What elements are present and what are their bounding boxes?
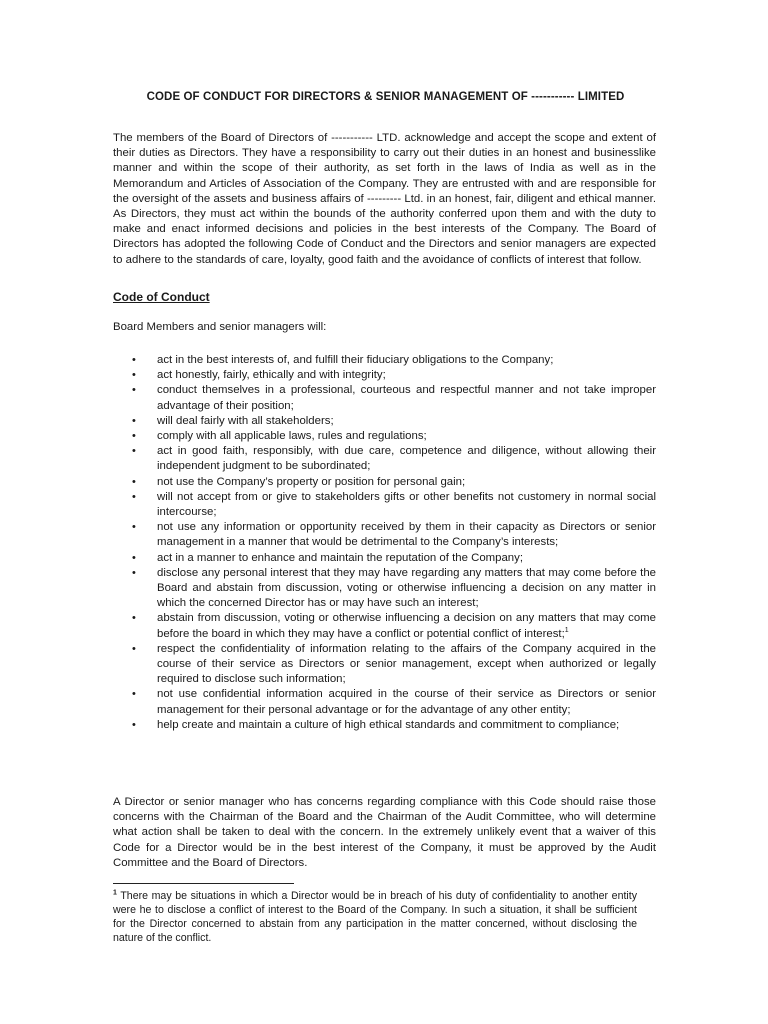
list-item (113, 490, 656, 520)
list-lead-in: Board Members and senior managers will: (113, 321, 327, 333)
list-item (113, 718, 656, 733)
list-item (113, 566, 656, 612)
footnote-divider (113, 883, 294, 884)
list-item (113, 414, 656, 429)
list-item-text: act in good faith, responsibly, with due care, competence and diligence, without allowing their independent judgment to be subordinated; (157, 445, 656, 473)
list-item (113, 429, 656, 444)
closing-paragraph: A Director or senior manager who has concerns regarding compliance with this Code should raise those concerns with the Chairman of the Board and the Chairman of the Audit Committee, who will determine what action shall be taken to deal with the concern. In the extremely unlikely event that a waiver of this Code for a Director would be in the best interest of the Company, it must be approved by the Audit Committee and the Board of Directors. (113, 796, 656, 869)
bullet-icon: • (132, 490, 136, 503)
footnote-text: There may be situations in which a Director would be in breach of his duty of confidentiality to another entity were he to disclose a conflict of interest to the Board of the Company. In such a situation, it shall be sufficient for the Director concerned to abstain from any participation in the matter concerned, without disclosing the nature of the conflict. (113, 890, 637, 944)
bullet-icon: • (132, 521, 136, 534)
list-item-text: comply with all applicable laws, rules and regulations; (157, 430, 427, 443)
bullet-icon: • (132, 718, 136, 731)
bullet-icon: • (132, 445, 136, 458)
list-item (113, 444, 656, 474)
list-item (113, 520, 656, 550)
list-item (113, 642, 656, 688)
bullet-icon: • (132, 642, 136, 655)
list-item (113, 368, 656, 383)
footnote-ref: 1 (564, 626, 569, 634)
list-item-text: not use any information or opportunity received by them in their capacity as Directors or senior management in a manner that would be detrimental to the Company’s interests; (157, 521, 656, 549)
list-item (113, 475, 656, 490)
footnote-marker: 1 (113, 889, 117, 897)
list-item (113, 611, 656, 641)
list-item-text: help create and maintain a culture of high ethical standards and commitment to compliance; (157, 718, 620, 731)
list-item (113, 353, 656, 368)
bullet-icon: • (132, 384, 136, 397)
bullet-icon: • (132, 354, 136, 366)
bullet-icon: • (132, 414, 136, 427)
list-item-text: not use the Company’s property or position for personal gain; (157, 475, 466, 488)
list-item (113, 551, 656, 566)
bullet-icon: • (132, 688, 136, 701)
intro-paragraph: The members of the Board of Directors of ----------- LTD. acknowledge and accept the scope and extent of their duties as Directors. They have a responsibility to carry out their duties in an honest and businesslike manner and within the scope of their authority, as set forth in the laws of India as well as in the Memorandum and Articles of Association of the Company. They are entrusted with and are responsible for the oversight of the assets and business affairs of --------- Ltd. in an honest, fair, diligent and ethical manner. As Directors, they must act within the bounds of the authority conferred upon them and with the duty to make and enact informed decisions and policies in the best interests of the Company. The Board of Directors has adopted the following Code of Conduct and the Directors and senior managers are expected to adhere to the standards of care, loyalty, good faith and the avoidance of conflicts of interest that follow. (113, 132, 656, 266)
list-item-text: act in the best interests of, and fulfill their fiduciary obligations to the Company; (157, 354, 554, 366)
list-item-text: will deal fairly with all stakeholders; (157, 414, 334, 427)
bullet-icon: • (132, 475, 136, 488)
list-item-text: disclose any personal interest that they may have regarding any matters that may come before the Board and abstain from discussion, voting or otherwise influencing a decision on any matter in which the concerned Director has or may have such an interest; (157, 566, 656, 610)
conduct-list (113, 353, 656, 733)
bullet-icon: • (132, 612, 136, 625)
bullet-icon: • (132, 566, 136, 579)
list-item-text: act honestly, fairly, ethically and with integrity; (157, 369, 386, 382)
bullet-icon: • (132, 369, 136, 382)
list-item (113, 687, 656, 717)
footnote (113, 889, 637, 945)
list-item-text: conduct themselves in a professional, courteous and respectful manner and not take improper advantage of their position; (157, 384, 656, 412)
bullet-icon: • (132, 430, 136, 443)
list-item-text: not use confidential information acquired in the course of their service as Directors or senior management for their personal advantage or for the advantage of any other entity; (157, 688, 656, 716)
list-item-text: will not accept from or give to stakeholders gifts or other benefits not customery in normal social intercourse; (157, 490, 656, 519)
list-item-text: abstain from discussion, voting or otherwise influencing a decision on any matters that may come before the board in which they may have a conflict or potential conflict of interest; (157, 612, 656, 640)
list-item (113, 383, 656, 413)
bullet-icon: • (132, 551, 136, 564)
list-item-text: act in a manner to enhance and maintain the reputation of the Company; (157, 551, 524, 564)
section-heading: Code of Conduct (113, 290, 210, 304)
list-item-text: respect the confidentiality of information relating to the affairs of the Company acquired in the course of their service as Directors or senior management, except when authorized or legally required to disclose such information; (157, 642, 656, 686)
document-title: CODE OF CONDUCT FOR DIRECTORS & SENIOR MANAGEMENT OF ----------- LIMITED (146, 91, 625, 103)
